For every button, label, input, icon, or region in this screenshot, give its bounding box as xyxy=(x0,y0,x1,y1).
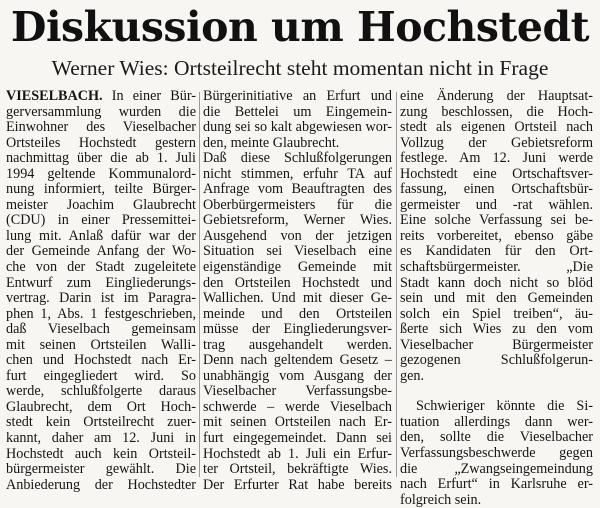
text-line: den, sollte die Vieselbacher xyxy=(400,429,593,446)
text-line: phen 1, Abs. 1 festgeschrieben, xyxy=(6,305,196,322)
text-line: eine Änderung der Hauptsat- xyxy=(400,88,593,104)
text-line: reits vorbereitet, ebenso gäbe xyxy=(400,227,593,244)
text-line: kannt, daher am 12. Juni in xyxy=(6,430,196,447)
text-line: die „Zwangseingemeindung xyxy=(400,460,593,477)
text-line: nachmittag über die ab 1. Juli xyxy=(6,150,196,167)
dateline: VIESELBACH. xyxy=(6,88,103,104)
text-line: der Gemeinde Anfang der Wo- xyxy=(6,243,196,260)
text-line: zung beschlossen, die Hoch- xyxy=(400,103,593,120)
text-line: ßerte sich Wies zu den vom xyxy=(400,321,593,338)
text-line: Vollzug der Gebietsreform xyxy=(400,134,593,151)
text-line: (CDU) in einer Pressemittei- xyxy=(6,212,196,229)
text-line: die Bettelei um Eingemein- xyxy=(203,103,392,120)
column-rule xyxy=(396,92,397,477)
text-line: eigenständige Gemeinde mit xyxy=(203,259,392,276)
subheadline: Werner Wies: Ortsteilrecht steht momentan nicht in Frage xyxy=(51,56,549,80)
text-line xyxy=(6,89,196,105)
text-line: werde, schlußfolgerte daraus xyxy=(6,383,196,400)
text-line: nach Erfurt“ in Karlsruhe er- xyxy=(400,476,593,493)
text-line: es Kandidaten für den Ort- xyxy=(400,243,593,260)
text-line: unabhängig vom Ausgang der xyxy=(203,367,392,384)
text-line: Verfassungsbeschwerde gegen xyxy=(400,445,593,462)
text-line: schaftsbürgermeister. „Die xyxy=(400,259,593,276)
text-line: fassung, einen Ortschaftsbür- xyxy=(400,181,593,198)
text-line: Glaubrecht, dem Ort Hoch- xyxy=(6,398,196,415)
column-rule xyxy=(199,92,200,477)
text-line: germeister und -rat wählen. xyxy=(400,196,593,213)
text-line: Ausgehend von der jetzigen xyxy=(203,227,392,244)
text-line: ter Ortsteil, bekräftigte Wies. xyxy=(203,461,392,478)
text-line: trag ausgehandelt werden. xyxy=(203,336,392,353)
text-line: furt eingegliedert wird. So xyxy=(6,367,196,384)
text-line: Anbiederung der Hochstedter xyxy=(6,476,196,493)
text-line: Hochstedt auch kein Ortsteil- xyxy=(6,445,196,462)
text-line: Der Erfurter Rat habe bereits xyxy=(203,476,392,493)
text-line: müsse der Eingliederungsver- xyxy=(203,321,392,338)
text-line: Anfrage vom Beauftragten des xyxy=(203,181,392,198)
text-line: bürgermeister gewählt. Die xyxy=(6,461,196,478)
text-line: Gebietsreform, Werner Wies. xyxy=(203,212,392,229)
text-line: sein und mit den Gemeinden xyxy=(400,290,593,307)
text-line: Vieselbacher Verfassungsbe- xyxy=(203,383,392,400)
article-column-3 xyxy=(400,88,593,508)
text-line: 1994 geltende Kommunalord- xyxy=(6,165,196,182)
text-line: nung informiert, teilte Bürger- xyxy=(6,181,196,198)
text-line: dung sei so kalt abgewiesen wor- xyxy=(203,119,392,136)
text-line: gen. xyxy=(400,367,425,384)
text-line: Ortsteiles Hochstedt gestern xyxy=(6,134,196,151)
text-line: lung mit. Anlaß dafür war der xyxy=(6,227,196,244)
text-line: mit seinen Ortsteilen nach Er- xyxy=(203,414,392,431)
text-line: solch ein Spiel treiben“, äu- xyxy=(400,305,593,322)
text-line: meister Joachim Glaubrecht xyxy=(6,196,196,213)
text-line: che von der Stadt zugeleitete xyxy=(6,259,196,276)
text-line: Eine solche Verfassung sei be- xyxy=(400,212,593,229)
text-line: Hochstedt ab 1. Juli ein Erfur- xyxy=(203,445,392,462)
text-line: Daß diese Schlußfolgerungen xyxy=(203,150,392,167)
text-line: Einwohner des Vieselbacher xyxy=(6,119,196,136)
text-line: festlege. Am 12. Juni werde xyxy=(400,150,593,167)
article-column-1 xyxy=(6,88,196,493)
text-line: den, meinte Glaubrecht. xyxy=(203,134,340,151)
text-line: den Ortsteilen Hochstedt und xyxy=(203,274,392,291)
text-line: Wallichen. Und mit dieser Ge- xyxy=(203,290,392,307)
text-line: Denn nach geltendem Gesetz – xyxy=(203,352,392,369)
text-line: tuation allerdings dann wer- xyxy=(400,413,593,430)
text-line: Bürgerinitiative an Erfurt und xyxy=(203,88,392,104)
headline: Diskussion um Hochstedt xyxy=(10,3,590,51)
text-line: stedt als eigenen Ortsteil nach xyxy=(400,119,593,136)
text-line: stedt kein Ortsteilrecht zuer- xyxy=(6,414,196,431)
text-line: schwerde – werde Vieselbach xyxy=(203,398,392,415)
text-line: Schwieriger könnte die Si- xyxy=(416,398,593,415)
text-line: mit seinen Ortsteilen Walli- xyxy=(6,336,196,353)
text-line: nicht stimmen, erfuhr TA auf xyxy=(203,165,392,182)
text-line: chen und Hochstedt nach Er- xyxy=(6,352,196,369)
text-line-rest: In einer Bür- xyxy=(102,88,196,104)
text-line: Situation sei Vieselbach eine xyxy=(203,243,392,260)
article-column-2 xyxy=(203,88,392,493)
text-line: meinde und den Ortsteilen xyxy=(203,305,392,322)
text-line: folgreich sein. xyxy=(400,491,482,508)
text-line: furt eingegemeindet. Dann sei xyxy=(203,430,392,447)
text-line: Stadt kann doch nicht so blöd xyxy=(400,274,593,291)
text-line: Oberbürgermeisters für die xyxy=(203,196,392,213)
text-line: Entwurf zum Eingliederungs- xyxy=(6,274,196,291)
text-line: Vieselbacher Bürgermeister xyxy=(400,336,593,353)
paragraph-gap xyxy=(400,384,593,399)
text-line: gerversammlung wurden die xyxy=(6,103,196,120)
text-line: vertrag. Darin ist im Paragra- xyxy=(6,290,196,307)
text-line: gezogenen Schlußfolgerun- xyxy=(400,352,593,369)
text-line: Hochstedt eine Ortschaftsver- xyxy=(400,165,593,182)
text-line: daß Vieselbach gemeinsam xyxy=(6,321,196,338)
